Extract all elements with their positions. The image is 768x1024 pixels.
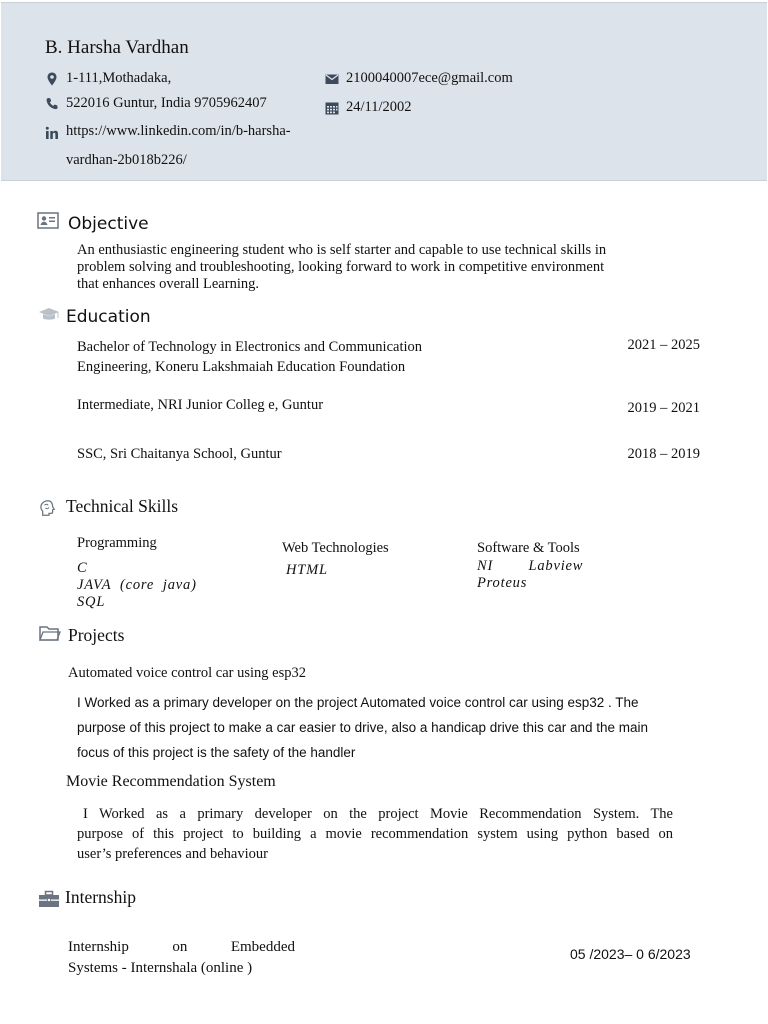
project-name: Movie Recommendation System [66,773,276,790]
project-description [77,690,648,765]
skill-item: SQL [77,594,106,610]
education-institution: Engineering, Koneru Lakshmaiah Education Foundation [77,359,406,375]
phone-icon [45,97,59,111]
skills-programming-heading: Programming [77,535,157,551]
education-dates: 2019 – 2021 [627,400,700,416]
project-line: user’s preferences and behaviour [77,846,268,862]
skills-programming-list [77,560,197,611]
internship-title: Internship [65,887,136,907]
header-band [1,2,767,181]
projects-title: Projects [68,625,125,645]
internship-dates: 05 /2023– 0 6/2023 [570,946,691,962]
internship-entry [68,937,295,979]
skill-item: JAVA (core java) [77,577,197,593]
education-degree: Bachelor of Technology in Electronics and Communication [77,339,423,355]
internship-line-2: Systems - Internshala (online ) [68,960,253,976]
objective-line: problem solving and troubleshooting, looking forward to work in competitive environment [77,259,605,275]
email-icon [325,72,339,86]
skills-title: Technical Skills [66,496,179,516]
project-line: I Worked as a primary developer on the project Movie Recommendation System. The [83,806,673,822]
date-of-birth: 24/11/2002 [325,99,412,116]
education-title: Education [66,307,151,327]
folder-icon [39,624,61,642]
skill-item: Proteus [477,575,528,591]
education-item-intermediate: Intermediate, NRI Junior Colleg e, Guntur [77,397,324,413]
education-dates: 2018 – 2019 [627,446,700,462]
location-pin-icon [45,72,59,86]
objective-line: An enthusiastic engineering student who is self starter and capable to use technical skills in [77,242,607,258]
education-item-ssc: SSC, Sri Chaitanya School, Guntur [77,446,282,462]
id-card-icon [37,212,59,230]
linkedin-link[interactable] [45,117,291,175]
graduation-cap-icon [38,306,60,324]
linkedin-icon [45,126,59,140]
objective-text [77,242,606,293]
email-link[interactable]: 2100040007ece@gmail.com [325,70,513,87]
skills-software-heading: Software & Tools [477,540,580,556]
address-line-2: 522016 Guntur, India 9705962407 [45,95,267,112]
skills-web-heading: Web Technologies [282,540,389,556]
education-dates: 2021 – 2025 [627,337,700,353]
brain-head-icon [38,499,60,517]
linkedin-line-2: vardhan-2b018b226/ [66,152,187,168]
objective-title: Objective [68,214,149,234]
skill-item: NI Labview [477,558,584,574]
address-line-1: 1-111,Mothadaka, [45,70,171,87]
candidate-name: B. Harsha Vardhan [45,37,189,58]
internship-line-1: Internship on Embedded [68,939,295,955]
objective-line: that enhances overall Learning. [77,276,259,292]
skill-item: HTML [286,562,328,578]
briefcase-icon [38,890,60,908]
project-description [77,804,673,864]
project-name: Automated voice control car using esp32 [68,665,306,681]
project-line: purpose of this project to building a movie recommendation system using python based on [77,826,673,842]
project-line: purpose of this project to make a car easier to drive, also a handicap drive this car and the main [77,720,649,735]
calendar-icon [325,101,339,115]
education-item-btech [77,337,422,377]
skill-item: C [77,560,88,576]
project-line: focus of this project is the safety of the handler [77,745,356,760]
linkedin-line-1: https://www.linkedin.com/in/b-harsha- [66,123,291,139]
skills-software-list [477,558,583,592]
project-line: I Worked as a primary developer on the project Automated voice control car using esp32 . The [77,695,639,710]
